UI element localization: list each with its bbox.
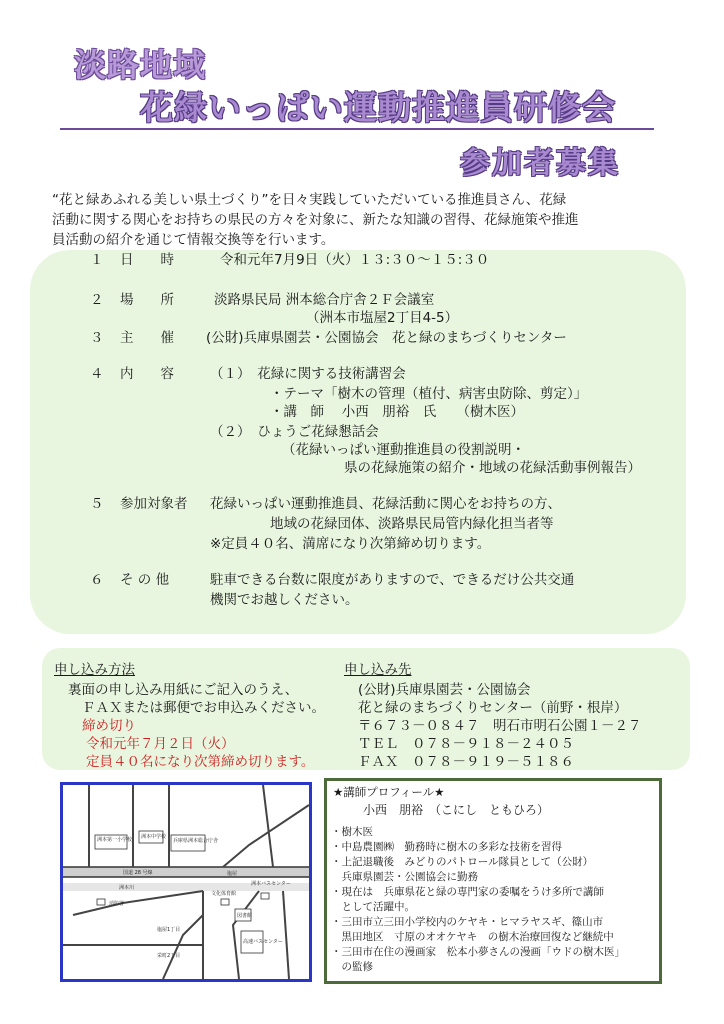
place-value: 淡路県民局 洲本総合庁舎２Ｆ会議室 bbox=[214, 292, 435, 308]
contact-tel: ＴＥＬ ０７８－９１８－２４０５ bbox=[358, 736, 574, 752]
intro-line: 活動に関する関心をお持ちの県民の方々を対象に、新たな知識の習得、花緑施策や推進 bbox=[52, 212, 579, 228]
content-lecturer: ・講 師 小西 朋裕 氏 （樹木医） bbox=[270, 404, 525, 420]
map-label-highway-bus: 高速バスセンター bbox=[243, 939, 283, 945]
application-method-heading: 申し込み方法 bbox=[54, 662, 135, 678]
intro-line: “花と緑あふれる美しい県土づくり”を日々実践していただいている推進員さん、花緑 bbox=[52, 192, 567, 208]
date-value: 令和元年7月9日（火）１３:３０～１５:３０ bbox=[220, 252, 490, 268]
other-number: ６ bbox=[90, 572, 104, 588]
route-band bbox=[63, 867, 309, 877]
content-item-2-detail: （花緑いっぱい運動推進員の役割説明・ bbox=[282, 442, 525, 458]
host-value: (公財)兵庫県園芸・公園協会 花と緑のまちづくりセンター bbox=[206, 330, 567, 346]
content-item-2: （２） ひょうご花緑懇話会 bbox=[210, 424, 379, 440]
map-label-library: 図書館 bbox=[237, 913, 253, 919]
title-divider bbox=[60, 128, 654, 130]
map-label-culture-hall: 文化体育館 bbox=[211, 891, 237, 897]
profile-item: 兵庫県園芸・公園協会に勤務 bbox=[331, 871, 478, 883]
map-label-shiota-1: 塩屋1丁目 bbox=[157, 927, 181, 933]
contact-address: 〒６７３－０８４７ 明石市明石公園１－２７ bbox=[358, 718, 642, 734]
application-method-line: 裏面の申し込み用紙にご記入のうえ、 bbox=[68, 682, 299, 698]
deadline-heading: 締め切り bbox=[82, 718, 136, 734]
capacity-note: ※定員４０名、満席になり次第締め切ります。 bbox=[210, 536, 491, 552]
intro-paragraph bbox=[52, 190, 672, 250]
contact-center: 花と緑のまちづくりセンター（前野・根岸） bbox=[358, 700, 628, 716]
target-line: 花緑いっぱい運動推進員、花緑活動に関心をお持ちの方、 bbox=[210, 496, 561, 512]
region-title: 淡路地域 bbox=[74, 46, 207, 84]
other-label: そ の 他 bbox=[120, 572, 170, 588]
profile-item: の監修 bbox=[331, 961, 373, 973]
content-theme: ・テーマ「樹木の管理（植付、病害虫防除、剪定）」 bbox=[270, 386, 588, 402]
page-title: 花緑いっぱい運動推進員研修会 bbox=[140, 88, 616, 127]
map-label-junior-high: 洲本中学校 bbox=[141, 834, 167, 840]
map-label-bus-center: 洲本バスセンター bbox=[251, 881, 291, 887]
application-method-line: ＦＡＸまたは郵便でお申込みください。 bbox=[82, 700, 325, 716]
content-item-2-detail: 県の花緑施策の紹介・地域の花緑活動事例報告） bbox=[344, 460, 641, 476]
map-label-office: 兵庫県洲本総合庁舎 bbox=[173, 838, 219, 844]
deadline-note: 定員４０名になり次第締め切ります。 bbox=[86, 754, 315, 770]
lecturer-profile bbox=[324, 778, 662, 984]
other-line: 機関でお越しください。 bbox=[210, 592, 359, 608]
recruitment-title: 参加者募集 bbox=[460, 146, 620, 181]
contact-org: (公財)兵庫県園芸・公園協会 bbox=[358, 682, 531, 698]
other-line: 駐車できる台数に限度がありますので、できるだけ公共交通 bbox=[210, 572, 575, 588]
profile-heading: ★講師プロフィール★ bbox=[333, 785, 445, 799]
map-label-route: 国道 28 号線 bbox=[123, 870, 153, 876]
host-label: 主 催 bbox=[120, 330, 174, 346]
map-label-sakae: 栄町2丁目 bbox=[157, 953, 181, 959]
profile-item: として活躍中。 bbox=[331, 901, 415, 913]
profile-item: ・現在は 兵庫県花と緑の専門家の委嘱をうけ多所で講師 bbox=[331, 886, 604, 898]
place-label: 場 所 bbox=[120, 292, 174, 308]
content-item-1: （１） 花緑に関する技術講習会 bbox=[210, 366, 406, 382]
application-panel bbox=[42, 648, 690, 770]
map-label-river: 洲本川 bbox=[119, 885, 135, 891]
lecturer-name: 小西 朋裕 （こにし ともひろ） bbox=[363, 803, 550, 817]
date-number: １ bbox=[90, 252, 104, 268]
deadline-date: 令和元年７月２日（火） bbox=[86, 736, 235, 752]
intro-line: 員活動の紹介を通じて情報交換等を行います。 bbox=[52, 232, 335, 248]
profile-item: ・上記退職後 みどりのパトロール隊員として（公財） bbox=[331, 856, 594, 868]
content-label: 内 容 bbox=[120, 366, 174, 382]
place-address: （洲本市塩屋2丁目4-5） bbox=[306, 310, 459, 326]
date-label: 日 時 bbox=[120, 252, 174, 268]
event-details-panel bbox=[30, 250, 686, 634]
profile-item: 黒田地区 寸原のオオケヤキ の樹木治療回復など継続中 bbox=[331, 931, 614, 943]
target-line: 地域の花緑団体、淡路県民局管内緑化担当者等 bbox=[270, 516, 554, 532]
profile-item: ・三田市立三田小学校内のケヤキ・ヒマラヤスギ、篠山市 bbox=[331, 916, 604, 928]
access-map bbox=[60, 782, 312, 982]
target-label: 参加対象者 bbox=[120, 496, 188, 512]
profile-item: ・中島農園㈱ 勤務時に樹木の多彩な技術を習得 bbox=[331, 841, 562, 853]
profile-item: ・三田市在住の漫画家 松本小夢さんの漫画「ウドの樹木医」 bbox=[331, 946, 625, 958]
map-label-school: 洲本第一小学校 bbox=[97, 837, 133, 843]
content-number: ４ bbox=[90, 366, 104, 382]
contact-heading: 申し込み先 bbox=[344, 662, 412, 678]
contact-fax: ＦＡＸ ０７８－９１９－５１８６ bbox=[358, 754, 574, 770]
profile-item: ・樹木医 bbox=[331, 826, 373, 838]
target-number: ５ bbox=[90, 496, 104, 512]
place-number: ２ bbox=[90, 292, 104, 308]
map-label-fire-station: 消防署 bbox=[109, 901, 125, 907]
map-drawing bbox=[63, 785, 309, 979]
map-label-shiota: 塩屋 bbox=[227, 871, 238, 877]
host-number: ３ bbox=[90, 330, 104, 346]
